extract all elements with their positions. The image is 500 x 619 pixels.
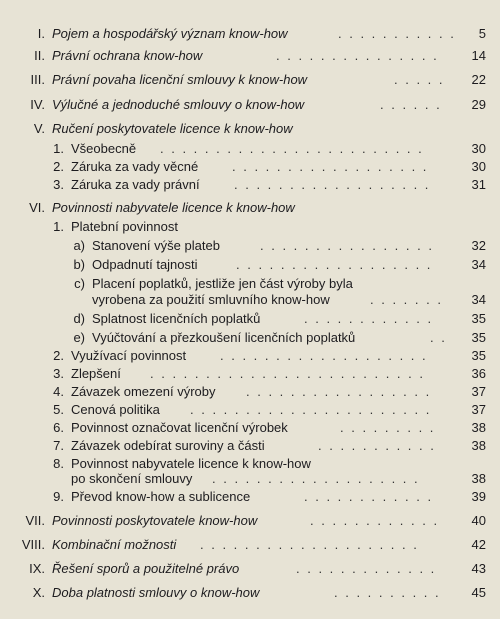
toc-entry-chapter-7 <box>0 513 486 529</box>
section-number: 1. <box>53 141 64 156</box>
leader-dots: . . . . . . . . . . . . <box>310 513 440 528</box>
section-title: Všeobecně <box>71 141 137 156</box>
section-number: 6. <box>53 420 64 435</box>
subsection-letter: e) <box>73 330 85 345</box>
toc-entry-chapter-2 <box>0 48 486 64</box>
toc-entry-section <box>0 159 486 175</box>
section-title: Platební povinnost <box>71 219 178 234</box>
toc-entry-subsection <box>0 276 486 292</box>
toc-entry-chapter-10 <box>0 585 486 601</box>
section-title: Převod know-how a sublicence <box>71 489 251 504</box>
section-number: 2. <box>53 348 64 363</box>
page-number: 38 <box>471 420 486 435</box>
leader-dots: . . . . . . . . . . . . . . . . . . . . . . <box>190 402 432 417</box>
page-number: 38 <box>471 471 486 486</box>
leader-dots: . . . . . . . . . . . . . . . . . . . <box>220 348 428 363</box>
toc-entry-section <box>0 219 486 235</box>
toc-entry-chapter-5 <box>0 121 486 137</box>
chapter-number: IV. <box>30 97 45 112</box>
toc-entry-section <box>0 456 486 472</box>
section-number: 1. <box>53 219 64 234</box>
chapter-title: Právní povaha licenční smlouvy k know-how <box>52 72 308 87</box>
toc-entry-chapter-1 <box>0 26 486 42</box>
section-title: Závazek omezení výroby <box>71 384 216 399</box>
page-number: 35 <box>471 348 486 363</box>
subsection-title: Vyúčtování a přezkoušení licenčních poplatků <box>92 330 356 345</box>
chapter-number: VII. <box>25 513 45 528</box>
toc-entry-section <box>0 489 486 505</box>
page-number: 5 <box>478 26 486 41</box>
toc-entry-chapter-8 <box>0 537 486 553</box>
toc-entry-chapter-6 <box>0 200 486 216</box>
toc-entry-subsection <box>0 311 486 327</box>
subsection-title: Odpadnutí tajnosti <box>92 257 198 272</box>
section-number: 7. <box>53 438 64 453</box>
section-number: 5. <box>53 402 64 417</box>
chapter-number: III. <box>30 72 45 87</box>
leader-dots: . . . . . . . . . . . . . <box>296 561 437 576</box>
leader-dots: . . . . . . . . . . . . . . . . . . <box>234 177 431 192</box>
section-title: Záruka za vady věcné <box>71 159 199 174</box>
toc-entry-subsection-cont <box>0 292 486 308</box>
page-number: 34 <box>471 292 486 307</box>
page-number: 22 <box>471 72 486 87</box>
leader-dots: . . . . . . <box>380 97 442 112</box>
section-number: 3. <box>53 366 64 381</box>
chapter-title: Povinnosti poskytovatele know-how <box>52 513 258 528</box>
chapter-number: II. <box>34 48 45 63</box>
section-title: Zlepšení <box>71 366 121 381</box>
toc-entry-section <box>0 402 486 418</box>
toc-entry-section <box>0 348 486 364</box>
subsection-letter: b) <box>73 257 85 272</box>
chapter-number: IX. <box>29 561 45 576</box>
leader-dots: . . . . . . . . . . . . . . . . . . . . . . . . . <box>150 366 425 381</box>
page-number: 34 <box>471 257 486 272</box>
section-title: Záruka za vady právní <box>71 177 200 192</box>
section-number: 9. <box>53 489 64 504</box>
toc-entry-subsection <box>0 330 486 346</box>
section-title: Využívací povinnost <box>71 348 187 363</box>
subsection-title: Splatnost licenčních poplatků <box>92 311 261 326</box>
subsection-letter: c) <box>74 276 85 291</box>
page-number: 30 <box>471 159 486 174</box>
section-number: 4. <box>53 384 64 399</box>
leader-dots: . . . . . . . <box>370 292 443 307</box>
toc-entry-section <box>0 420 486 436</box>
leader-dots: . . . . . . . . . <box>340 420 436 435</box>
chapter-title: Právní ochrana know-how <box>52 48 203 63</box>
page-number: 35 <box>471 311 486 326</box>
page-number: 37 <box>471 402 486 417</box>
page-number: 39 <box>471 489 486 504</box>
chapter-number: I. <box>37 26 45 41</box>
toc-entry-section <box>0 366 486 382</box>
toc-entry-chapter-4 <box>0 97 486 113</box>
page-number: 29 <box>471 97 486 112</box>
toc-entry-chapter-9 <box>0 561 486 577</box>
leader-dots: . . . . . . . . . . . . . . . . . . <box>232 159 429 174</box>
page-number: 42 <box>471 537 486 552</box>
toc-entry-section <box>0 177 486 193</box>
subsection-letter: d) <box>73 311 85 326</box>
leader-dots: . . . . . . . . . . . <box>318 438 436 453</box>
subsection-title: Stanovení výše plateb <box>92 238 220 253</box>
toc-entry-subsection <box>0 257 486 273</box>
chapter-title: Ručení poskytovatele licence k know-how <box>52 121 293 136</box>
chapter-title: Doba platnosti smlouvy o know-how <box>52 585 260 600</box>
section-title: Závazek odebírat suroviny a části <box>71 438 265 453</box>
page-number: 14 <box>471 48 486 63</box>
page-number: 38 <box>471 438 486 453</box>
leader-dots: . . . . . . . . . . . . <box>304 311 434 326</box>
leader-dots: . . . . . . . . . . . . . . . . . . . . . . . . <box>160 141 424 156</box>
leader-dots: . . . . . <box>394 72 445 87</box>
leader-dots: . . . . . . . . . . . . . . . . . . . . <box>200 537 419 552</box>
subsection-title-cont: vyrobena za použití smluvního know-how <box>92 292 330 307</box>
section-number: 3. <box>53 177 64 192</box>
page-number: 43 <box>471 561 486 576</box>
chapter-title: Pojem a hospodářský význam know-how <box>52 26 288 41</box>
page-number: 36 <box>471 366 486 381</box>
chapter-number: X. <box>32 585 45 600</box>
section-title-cont: po skončení smlouvy <box>71 471 193 486</box>
toc-entry-section <box>0 384 486 400</box>
leader-dots: . . . . . . . . . . . . . . . . . <box>246 384 432 399</box>
chapter-title: Povinnosti nabyvatele licence k know-how <box>52 200 295 215</box>
page-number: 37 <box>471 384 486 399</box>
page-number: 32 <box>471 238 486 253</box>
toc-entry-section-cont <box>0 471 486 487</box>
chapter-number: VI. <box>29 200 45 215</box>
subsection-title: Placení poplatků, jestliže jen část výroby byla <box>92 276 353 291</box>
leader-dots: . . . . . . . . . . . . <box>304 489 434 504</box>
chapter-title: Řešení sporů a použitelné právo <box>52 561 240 576</box>
leader-dots: . . . . . . . . . . . . . . . . . . . <box>212 471 420 486</box>
section-number: 2. <box>53 159 64 174</box>
leader-dots: . . . . . . . . . . <box>334 585 441 600</box>
toc-entry-subsection <box>0 238 486 254</box>
leader-dots: . . <box>430 330 447 345</box>
leader-dots: . . . . . . . . . . . . . . . <box>276 48 439 63</box>
leader-dots: . . . . . . . . . . . . . . . . . . <box>236 257 433 272</box>
page-number: 30 <box>471 141 486 156</box>
leader-dots: . . . . . . . . . . . <box>338 26 456 41</box>
page-number: 40 <box>471 513 486 528</box>
chapter-title: Kombinační možnosti <box>52 537 177 552</box>
section-title: Cenová politika <box>71 402 160 417</box>
toc-entry-section <box>0 141 486 157</box>
subsection-letter: a) <box>73 238 85 253</box>
page-number: 35 <box>471 330 486 345</box>
chapter-number: V. <box>33 121 45 136</box>
page-number: 45 <box>471 585 486 600</box>
page-number: 31 <box>471 177 486 192</box>
section-title: Povinnost označovat licenční výrobek <box>71 420 288 435</box>
toc-entry-chapter-3 <box>0 72 486 88</box>
toc-entry-section <box>0 438 486 454</box>
chapter-number: VIII. <box>21 537 45 552</box>
chapter-title: Výlučné a jednoduché smlouvy o know-how <box>52 97 305 112</box>
leader-dots: . . . . . . . . . . . . . . . . <box>260 238 434 253</box>
section-title: Povinnost nabyvatele licence k know-how <box>71 456 311 471</box>
section-number: 8. <box>53 456 64 471</box>
